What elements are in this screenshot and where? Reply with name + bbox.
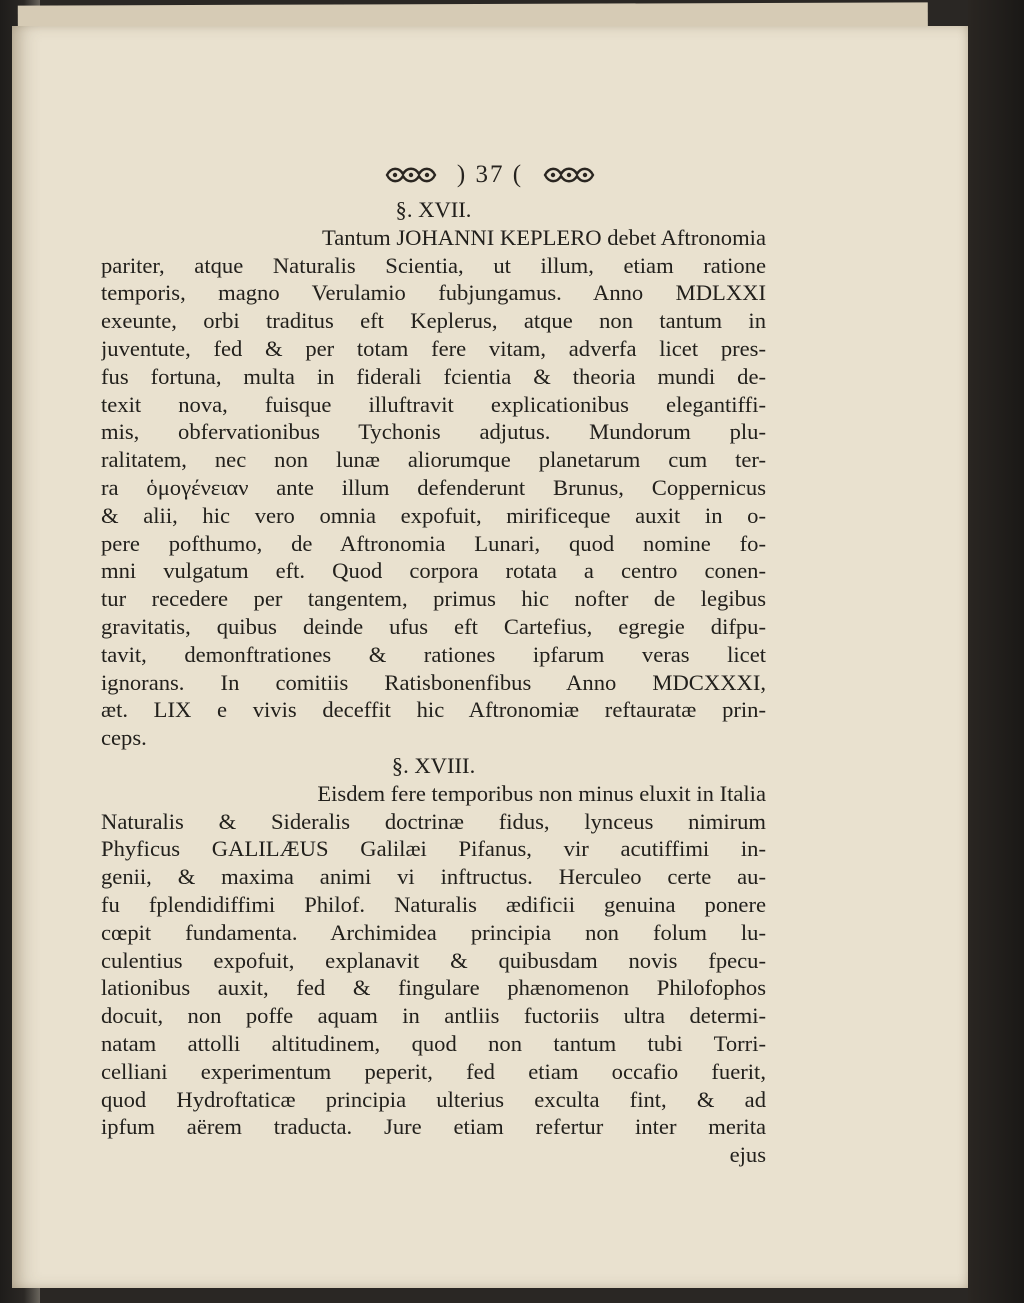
text-line: ralitatem, nec non lunæ aliorumque planetarum cum ter- xyxy=(101,447,766,473)
text-line: pariter, atque Naturalis Scientia, ut illum, etiam ratione xyxy=(101,252,766,278)
text-line: æt. LIX e vivis deceffit hic Aftronomiæ reftauratæ prin- xyxy=(101,697,766,723)
background-right xyxy=(968,0,1024,1303)
text-line: celliani experimentum peperit, fed etiam occafio fuerit, xyxy=(101,1058,766,1084)
text-line: mni vulgatum eft. Quod corpora rotata a centro conen- xyxy=(101,558,766,584)
text-line: & alii, hic vero omnia expofuit, mirificeque auxit in o- xyxy=(101,502,766,528)
text-line: ipfum aërem traducta. Jure etiam refertur inter merita xyxy=(101,1114,766,1140)
text-line: fu fplendidiffimi Philof. Naturalis ædificii genuina ponere xyxy=(101,891,766,917)
text-line: tavit, demonftrationes & rationes ipfarum veras licet xyxy=(101,641,766,667)
text-line: cœpit fundamenta. Archimidea principia non folum lu- xyxy=(101,919,766,945)
text-line: temporis, magno Verulamio fubjungamus. Anno MDLXXI xyxy=(101,280,766,306)
text-line: juventute, fed & per totam fere vitam, adverfa licet pres- xyxy=(101,335,766,361)
text-line: Naturalis & Sideralis doctrinæ fidus, lynceus nimirum xyxy=(101,808,766,834)
text-line: ra ὁμογένειαν ante illum defenderunt Brunus, Coppernicus xyxy=(101,474,766,500)
text-line: texit nova, fuisque illuftravit explicationibus elegantiffi- xyxy=(101,391,766,417)
text-line: Tantum JOHANNI KEPLERO debet Aftronomia xyxy=(322,224,766,250)
text-line: lationibus auxit, fed & fingulare phænomenon Philofophos xyxy=(101,975,766,1001)
text-line: culentius expofuit, explanavit & quibusdam novis fpecu- xyxy=(101,947,766,973)
ornament-icon xyxy=(383,165,439,185)
text-line: ignorans. In comitiis Ratisbonenfibus Anno MDCXXXI, xyxy=(101,669,766,695)
page-number: ) 37 ( xyxy=(456,161,524,189)
text-line: ejus xyxy=(729,1142,766,1168)
text-line: fus fortuna, multa in fiderali fcientia & theoria mundi de- xyxy=(101,363,766,389)
text-line: quod Hydroftaticæ principia ulterius exculta fint, & ad xyxy=(101,1086,766,1112)
text-line: docuit, non poffe aquam in antliis fuctoriis ultra determi- xyxy=(101,1003,766,1029)
text-line: pere pofthumo, de Aftronomia Lunari, quod nomine fo- xyxy=(101,530,766,556)
text-line: mis, obfervationibus Tychonis adjutus. Mundorum plu- xyxy=(101,419,766,445)
text-line: Phyficus GALILÆUS Galilæi Pifanus, vir acutiffimi in- xyxy=(101,836,766,862)
text-line: §. XVIII. xyxy=(391,752,476,778)
text-line: exeunte, orbi traditus eft Keplerus, atque non tantum in xyxy=(101,308,766,334)
text-line: natam attolli altitudinem, quod non tantum tubi Torri- xyxy=(101,1030,766,1056)
text-line: ceps. xyxy=(101,725,147,751)
text-line: gravitatis, quibus deinde ufus eft Cartefius, egregie difpu- xyxy=(101,613,766,639)
text-line: genii, & maxima animi vi inftructus. Herculeo certe au- xyxy=(101,864,766,890)
text-line: §. XVII. xyxy=(395,197,472,222)
text-line: tur recedere per tangentem, primus hic nofter de legibus xyxy=(101,586,766,612)
body-text xyxy=(101,196,766,1169)
page-header xyxy=(12,160,968,189)
ornament-icon xyxy=(541,165,597,185)
text-line: Eisdem fere temporibus non minus eluxit in Italia xyxy=(317,780,766,806)
book-page xyxy=(12,26,968,1288)
